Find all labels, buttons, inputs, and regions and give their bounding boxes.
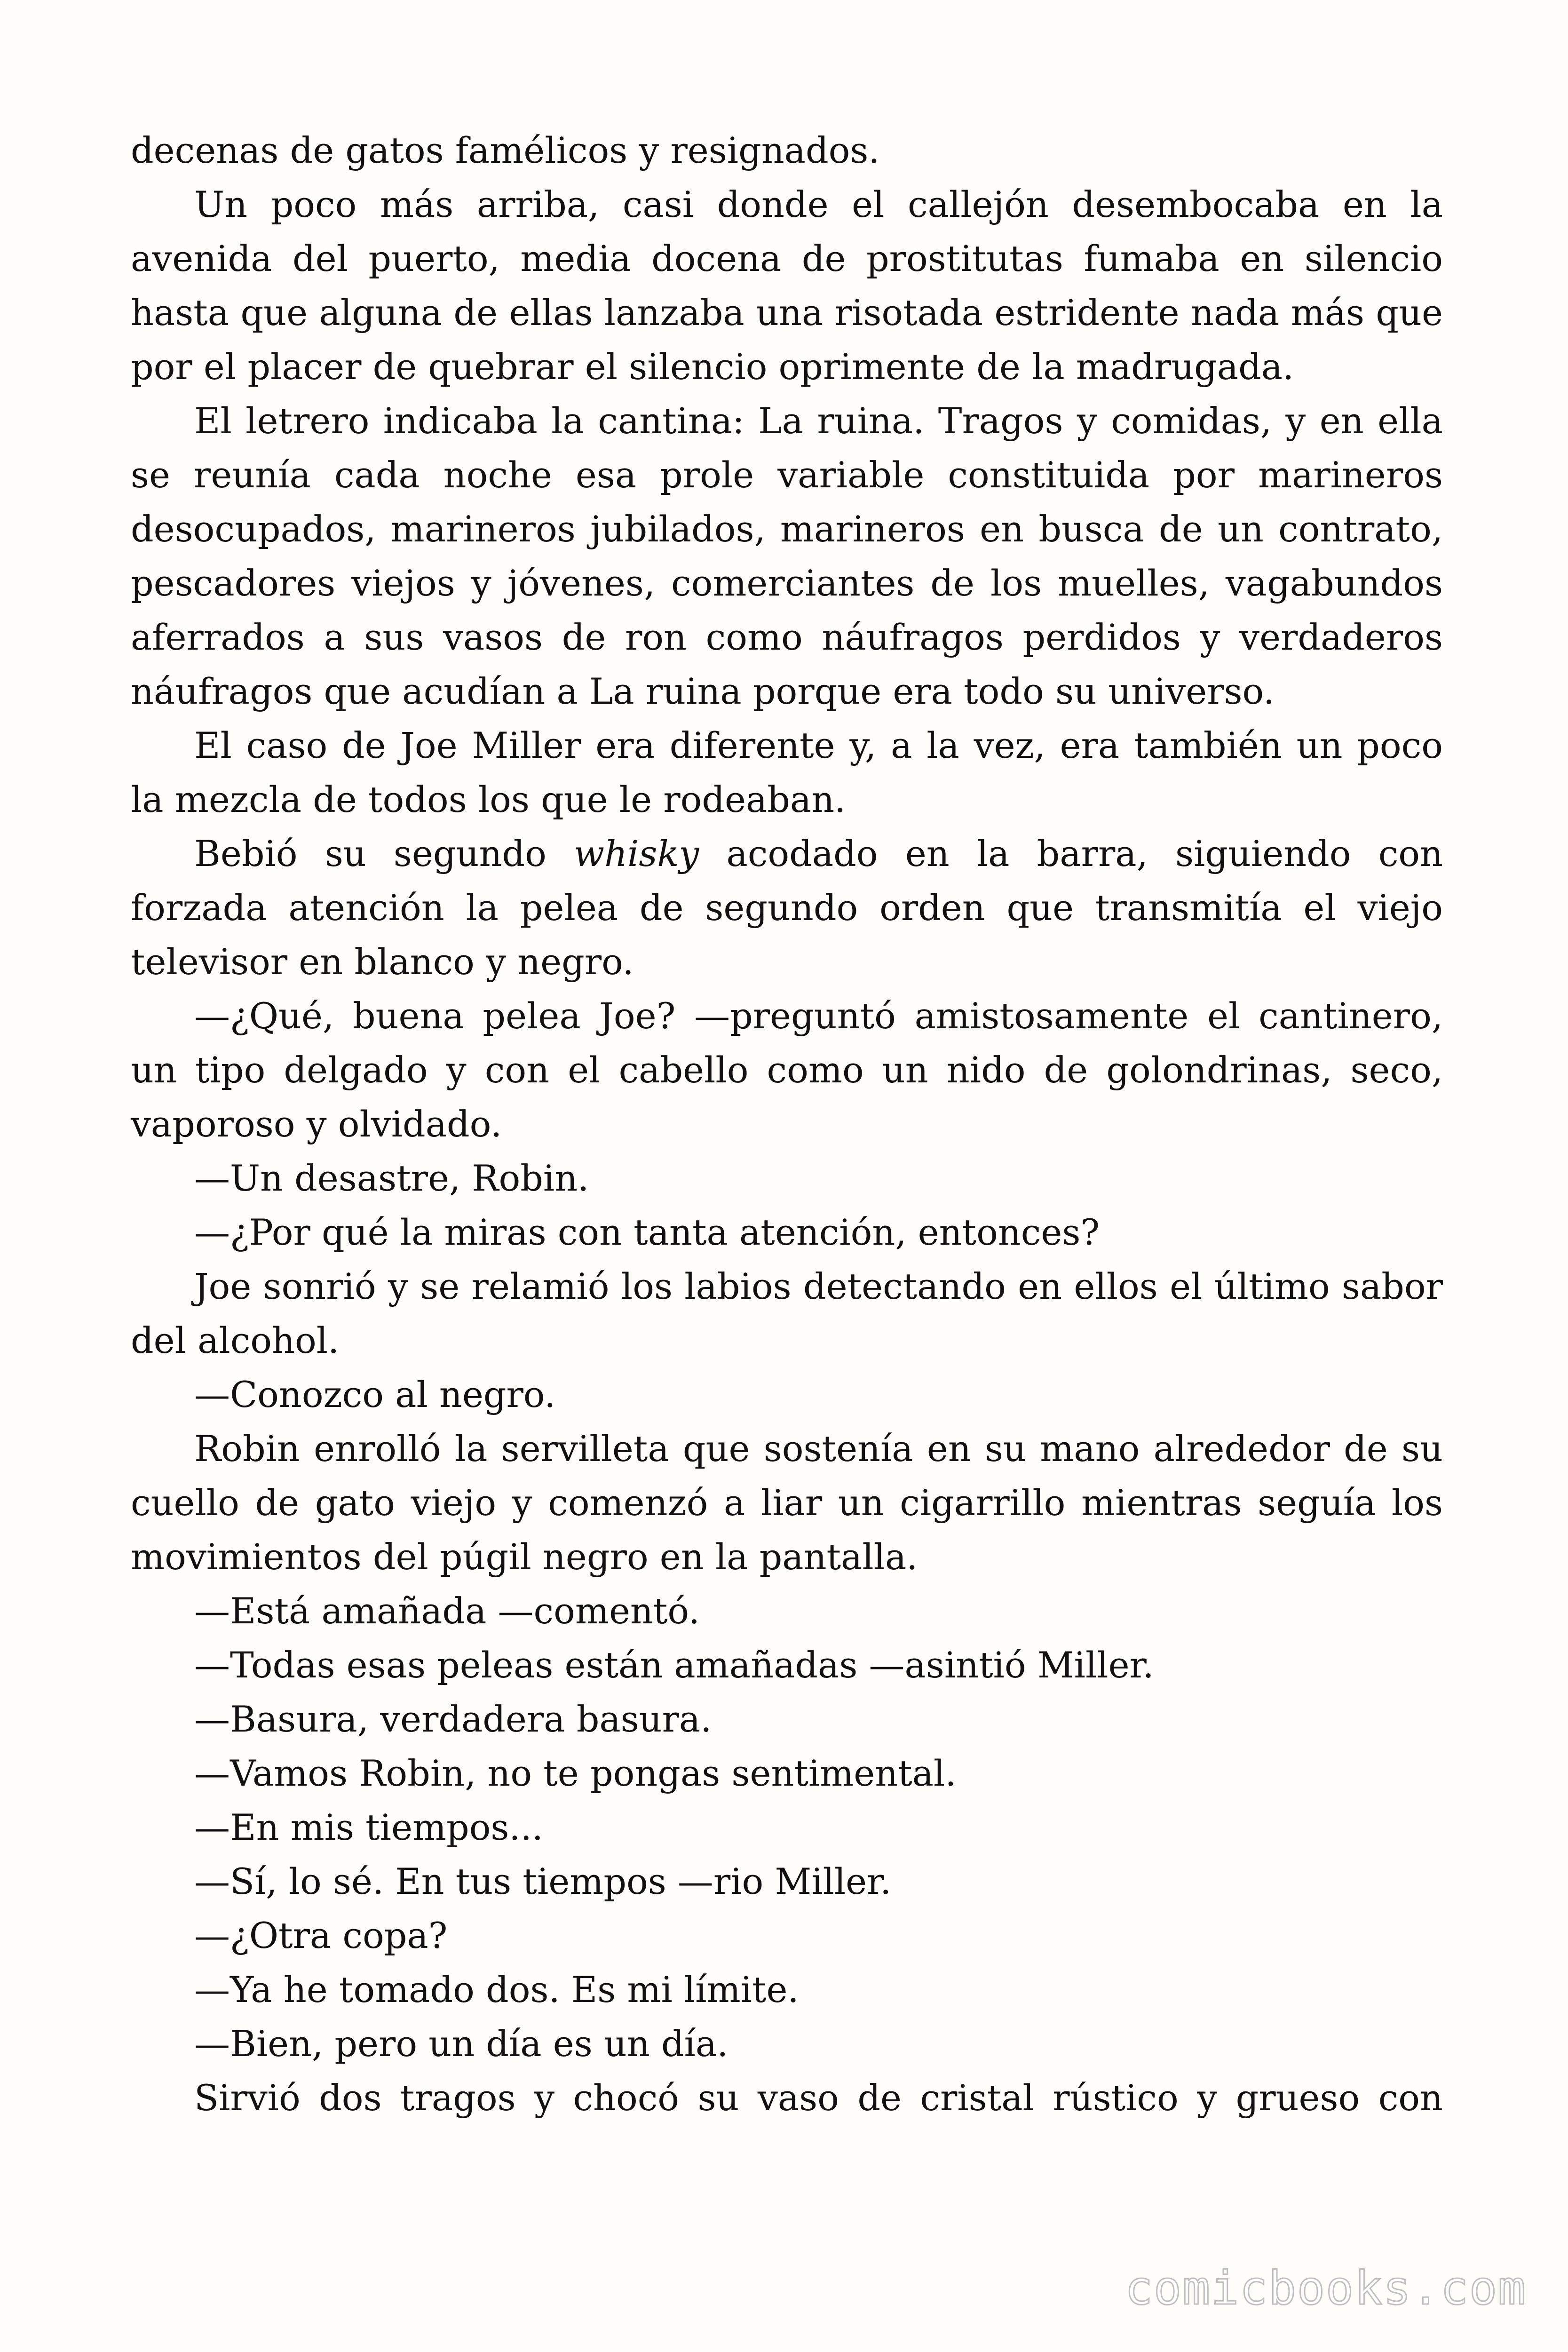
paragraph-text: decenas de gatos famélicos y resignados.	[131, 129, 880, 171]
paragraph	[131, 394, 1443, 718]
paragraph-text: Sirvió dos tragos y chocó su vaso de cristal rústico y grueso con	[194, 2077, 1443, 2119]
paragraph-text: Joe sonrió y se relamió los labios detectando en ellos el último sabor del alcohol.	[131, 1265, 1443, 1361]
paragraph	[131, 1422, 1443, 1584]
paragraph-text: —¿Qué, buena pelea Joe? —preguntó amistosamente el cantinero, un tipo delgado y con el cabello como un nido de golondrinas, seco, vaporoso y olvidado.	[131, 995, 1443, 1145]
paragraph-text: acodado en la barra, siguiendo con forzada atención la pelea de segundo orden que transmitía el viejo televisor en blanco y negro.	[131, 833, 1443, 983]
paragraph	[131, 1367, 1443, 1422]
paragraph-text: —¿Otra copa?	[194, 1915, 448, 1956]
italic-text: whisky	[574, 833, 699, 874]
paragraph	[131, 826, 1443, 989]
paragraph-text: —Basura, verdadera basura.	[194, 1698, 712, 1740]
paragraph-text: El letrero indicaba la cantina: La ruina. Tragos y comidas, y en ella se reunía cada noche esa prole variable constituida por marineros desocupados, marineros jubilados, marineros en busca de un contrato, pescadores viejos y jóvenes, comerciantes de los muelles, vagabundos aferrados a sus vasos de ron como náufragos perdidos y verdaderos náufragos que acudían a La ruina porque era todo su universo.	[131, 400, 1443, 712]
paragraph-text: —Todas esas peleas están amañadas —asintió Miller.	[194, 1644, 1154, 1686]
paragraph-text: —En mis tiempos...	[194, 1806, 543, 1848]
paragraph	[131, 989, 1443, 1151]
paragraph	[131, 177, 1443, 394]
paragraph-text: El caso de Joe Miller era diferente y, a la vez, era también un poco la mezcla de todos los que le rodeaban.	[131, 724, 1443, 820]
body-text	[131, 123, 1443, 2125]
paragraph	[131, 2071, 1443, 2125]
paragraph	[131, 1584, 1443, 1638]
paragraph-text: —Un desastre, Robin.	[194, 1157, 589, 1199]
paragraph	[131, 1692, 1443, 1746]
paragraph	[131, 1963, 1443, 2017]
paragraph-text: Un poco más arriba, casi donde el callejón desembocaba en la avenida del puerto, media docena de prostitutas fumaba en silencio hasta que alguna de ellas lanzaba una risotada estridente nada más que por el placer de quebrar el silencio oprimente de la madrugada.	[131, 183, 1443, 388]
paragraph	[131, 1638, 1443, 1692]
paragraph-text: —Sí, lo sé. En tus tiempos —rio Miller.	[194, 1860, 892, 1902]
paragraph-text: —Conozco al negro.	[194, 1374, 556, 1415]
watermark-text: comicbooks.com	[1125, 2262, 1527, 2315]
paragraph	[131, 1854, 1443, 1908]
paragraph-text: —¿Por qué la miras con tanta atención, entonces?	[194, 1211, 1100, 1253]
paragraph	[131, 2017, 1443, 2071]
paragraph	[131, 1151, 1443, 1205]
paragraph-text: —Bien, pero un día es un día.	[194, 2023, 729, 2065]
paragraph	[131, 1746, 1443, 1800]
paragraph-text: Robin enrolló la servilleta que sostenía en su mano alrededor de su cuello de gato viejo y comenzó a liar un cigarrillo mientras seguía los movimientos del púgil negro en la pantalla.	[131, 1428, 1443, 1578]
paragraph	[131, 1205, 1443, 1259]
paragraph-text: Bebió su segundo	[194, 833, 574, 874]
paragraph	[131, 718, 1443, 826]
paragraph-text: —Ya he tomado dos. Es mi límite.	[194, 1969, 799, 2010]
paragraph	[131, 1800, 1443, 1854]
paragraph	[131, 1259, 1443, 1367]
paragraph	[131, 123, 1443, 177]
paragraph	[131, 1908, 1443, 1963]
paragraph-text: —Vamos Robin, no te pongas sentimental.	[194, 1752, 957, 1794]
paragraph-text: —Está amañada —comentó.	[194, 1590, 700, 1632]
